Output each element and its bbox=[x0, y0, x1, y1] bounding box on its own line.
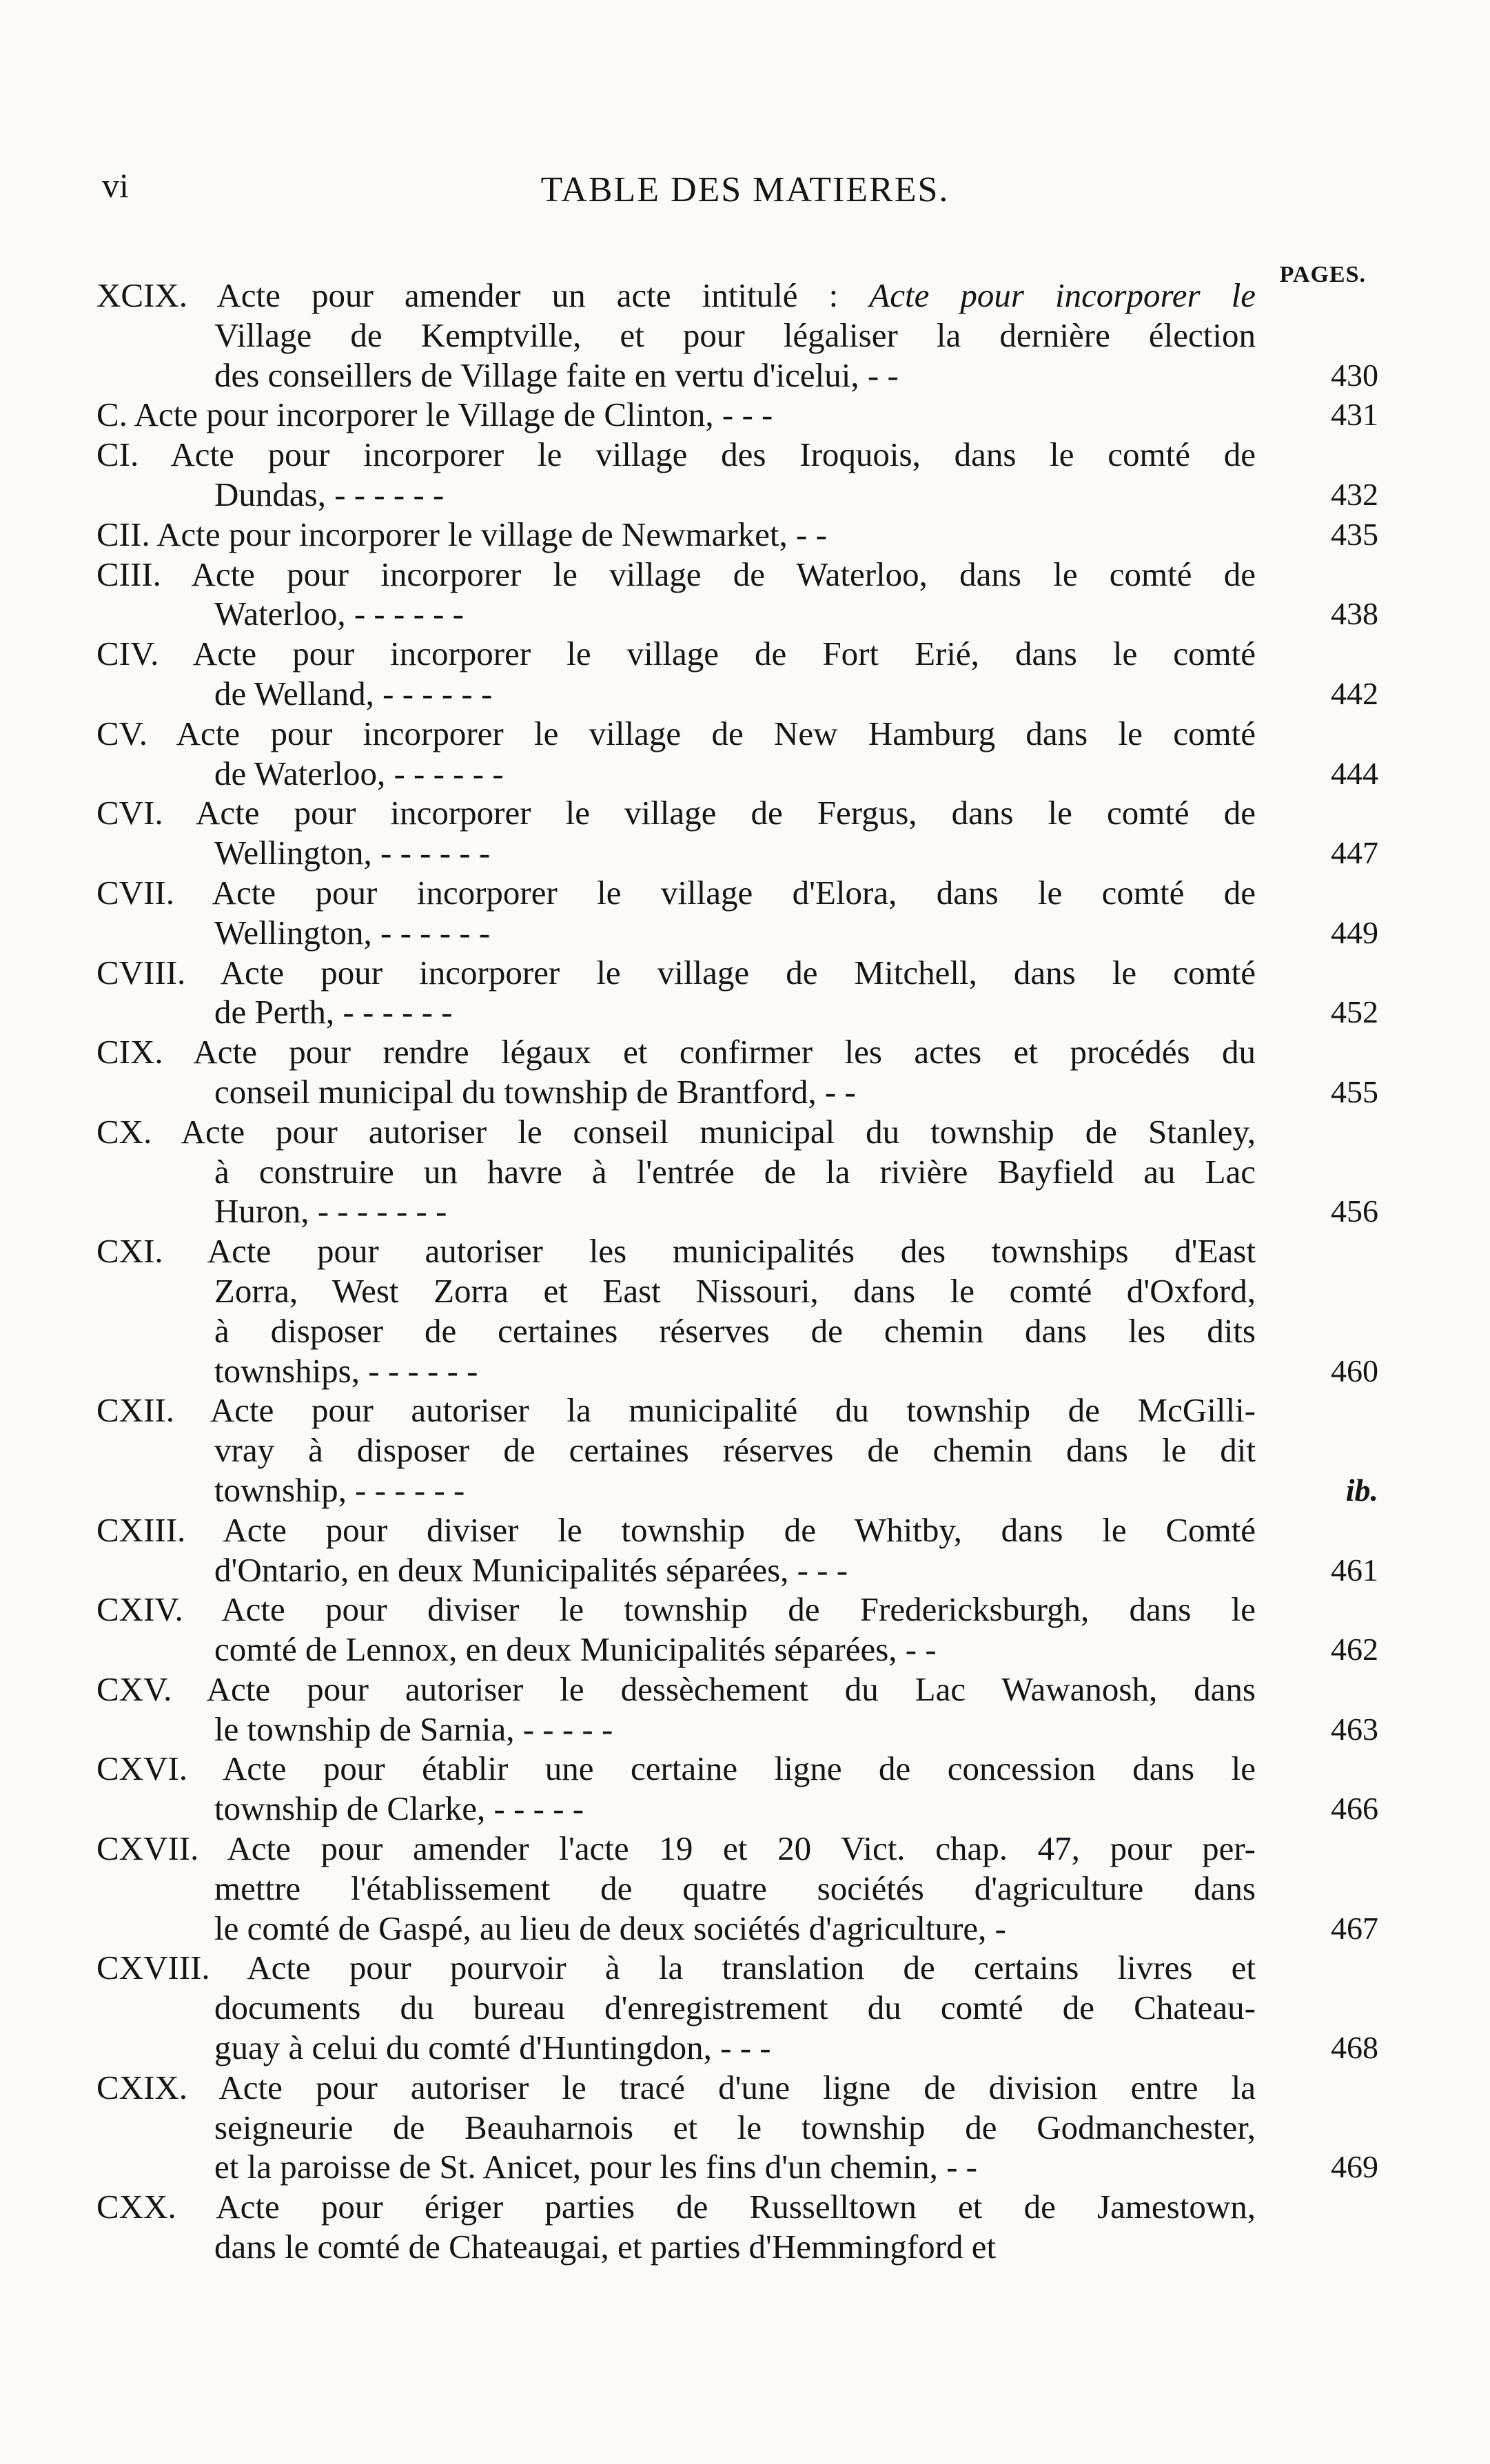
entry-title-line: à disposer de certaines réserves de chemin dans les dits bbox=[214, 1311, 1256, 1350]
toc-entry bbox=[96, 1948, 1378, 2067]
entry-title-line: conseil municipal du township de Brantford, - - bbox=[214, 1072, 856, 1111]
entry-numeral: CXIX. bbox=[96, 2068, 188, 2106]
toc-entry bbox=[96, 2068, 1378, 2187]
entry-title-line: documents du bureau d'enregistrement du comté de Chateau- bbox=[214, 1989, 1256, 2027]
entry-page-number: 460 bbox=[1331, 1353, 1378, 1388]
entry-title-line: Acte pour incorporer le village de Newmarket, - - bbox=[156, 515, 827, 553]
entry-page-number: 431 bbox=[1331, 397, 1378, 433]
entry-title-line: Village de Kemptville, et pour légaliser la dernière élection bbox=[214, 316, 1256, 354]
entry-numeral: CXII. bbox=[96, 1391, 174, 1430]
entry-page-number: 438 bbox=[1331, 596, 1378, 632]
entry-page-number: 442 bbox=[1331, 675, 1378, 711]
entry-title-line: Acte pour incorporer le village d'Elora, dans le comté de bbox=[212, 873, 1256, 912]
entry-title-line: le township de Sarnia, - - - - - bbox=[214, 1710, 613, 1748]
entry-title-line: Acte pour autoriser le tracé d'une ligne de division entre la bbox=[218, 2068, 1256, 2106]
toc-entry bbox=[96, 873, 1378, 953]
entry-page-number: 467 bbox=[1331, 1910, 1378, 1946]
entry-numeral: CV. bbox=[96, 714, 148, 752]
toc-entry bbox=[96, 1032, 1378, 1112]
toc-entry bbox=[96, 1510, 1378, 1590]
entry-title-line: Acte pour établir une certaine ligne de concession dans le bbox=[222, 1749, 1256, 1788]
entry-numeral: CII. bbox=[96, 515, 150, 553]
entry-italic-title: Acte pour incorporer le bbox=[869, 276, 1256, 314]
entry-numeral: CIII. bbox=[96, 555, 161, 593]
entry-title-line: de Waterloo, - - - - - - bbox=[214, 754, 504, 792]
entry-title-line: et la paroisse de St. Anicet, pour les fins d'un chemin, - - bbox=[214, 2148, 977, 2186]
entry-page-number: 435 bbox=[1331, 516, 1378, 552]
toc-entry bbox=[96, 953, 1378, 1033]
entry-title-line: township, - - - - - - bbox=[214, 1470, 465, 1509]
toc-entry bbox=[96, 1231, 1378, 1390]
entry-title-line: Dundas, - - - - - - bbox=[214, 475, 445, 513]
toc-entry bbox=[96, 1829, 1378, 1948]
entry-numeral: CXIII. bbox=[96, 1510, 186, 1549]
toc-entry bbox=[96, 1390, 1378, 1510]
entry-title-line: seigneurie de Beauharnois et le township de Godmanchester, bbox=[214, 2108, 1256, 2146]
entry-title-line: Acte pour amender l'acte 19 et 20 Vict. chap. 47, pour per- bbox=[227, 1829, 1256, 1868]
entry-title-line: Wellington, - - - - - - bbox=[214, 913, 491, 952]
entry-page-number: 455 bbox=[1331, 1074, 1378, 1109]
entry-page-number: ib. bbox=[1345, 1472, 1378, 1508]
entry-numeral: C. bbox=[96, 396, 127, 434]
toc-entry bbox=[96, 1590, 1378, 1670]
entry-title-line: Waterloo, - - - - - - bbox=[214, 595, 465, 633]
pages-column-label: PAGES. bbox=[1279, 262, 1366, 287]
entry-page-number: 468 bbox=[1331, 2030, 1378, 2066]
entry-title-line: townships, - - - - - - bbox=[214, 1351, 478, 1390]
entry-numeral: CXX. bbox=[96, 2188, 176, 2226]
entry-numeral: CI. bbox=[96, 435, 139, 474]
entry-numeral: CXI. bbox=[96, 1232, 163, 1271]
entry-page-number: 461 bbox=[1331, 1552, 1378, 1588]
toc-entry bbox=[96, 1112, 1378, 1231]
toc-entry bbox=[96, 276, 1378, 395]
running-title: TABLE DES MATIERES. bbox=[540, 170, 950, 209]
entry-numeral: CIX. bbox=[96, 1033, 163, 1071]
entry-numeral: CVIII. bbox=[96, 953, 186, 992]
entry-title-line: Acte pour incorporer le village des Iroquois, dans le comté de bbox=[170, 435, 1256, 474]
entry-title-line: Wellington, - - - - - - bbox=[214, 834, 491, 872]
entry-numeral: CXIV. bbox=[96, 1590, 183, 1629]
entry-page-number: 456 bbox=[1331, 1193, 1378, 1229]
table-of-contents bbox=[96, 276, 1378, 2267]
entry-title-line: vray à disposer de certaines réserves de chemin dans le dit bbox=[214, 1431, 1256, 1470]
entry-page-number: 466 bbox=[1331, 1791, 1378, 1827]
entry-title-line: Acte pour incorporer le village de Fort Erié, dans le comté bbox=[192, 635, 1256, 673]
entry-title-line: Acte pour ériger parties de Russelltown et de Jamestown, bbox=[216, 2188, 1256, 2226]
entry-numeral: CVII. bbox=[96, 873, 174, 912]
toc-entry bbox=[96, 1749, 1378, 1829]
entry-page-number: 432 bbox=[1331, 476, 1378, 512]
toc-entry bbox=[96, 634, 1378, 714]
entry-page-number: 444 bbox=[1331, 755, 1378, 791]
entry-page-number: 463 bbox=[1331, 1711, 1378, 1747]
toc-entry bbox=[96, 435, 1378, 515]
toc-entry bbox=[96, 515, 1378, 555]
entry-title-line: Acte pour incorporer le Village de Clinton, - - - bbox=[134, 396, 773, 434]
entry-numeral: CX. bbox=[96, 1112, 152, 1151]
entry-title-line: des conseillers de Village faite en vertu d'icelui, - - bbox=[214, 356, 899, 394]
entry-title-line: Acte pour rendre légaux et confirmer les actes et procédés du bbox=[193, 1033, 1256, 1071]
entry-numeral: CXVI. bbox=[96, 1749, 188, 1788]
entry-numeral: CVI. bbox=[96, 794, 163, 832]
entry-title-line: de Welland, - - - - - - bbox=[214, 674, 493, 712]
toc-entry bbox=[96, 1670, 1378, 1749]
entry-title-line: mettre l'établissement de quatre sociétés d'agriculture dans bbox=[214, 1869, 1256, 1907]
entry-numeral: CXVII. bbox=[96, 1829, 199, 1868]
entry-title-line: Zorra, West Zorra et East Nissouri, dans le comté d'Oxford, bbox=[214, 1271, 1256, 1310]
entry-title-line: Acte pour autoriser la municipalité du township de McGilli- bbox=[210, 1391, 1256, 1430]
toc-entry bbox=[96, 555, 1378, 635]
entry-numeral: CXV. bbox=[96, 1670, 172, 1708]
entry-title-line: Acte pour autoriser les municipalités des townships d'East bbox=[207, 1232, 1256, 1271]
entry-page-number: 449 bbox=[1331, 914, 1378, 950]
entry-title-line: le comté de Gaspé, au lieu de deux sociétés d'agriculture, - bbox=[214, 1909, 1006, 1947]
toc-entry bbox=[96, 714, 1378, 794]
entry-title-line: guay à celui du comté d'Huntingdon, - - - bbox=[214, 2029, 771, 2067]
page-number: vi bbox=[102, 166, 129, 205]
entry-page-number: 447 bbox=[1331, 835, 1378, 871]
entry-numeral: CXVIII. bbox=[96, 1949, 210, 1987]
entry-title-line: Huron, - - - - - - - bbox=[214, 1192, 447, 1231]
entry-page-number: 452 bbox=[1331, 994, 1378, 1030]
entry-title-line: comté de Lennox, en deux Municipalités séparées, - - bbox=[214, 1630, 937, 1669]
entry-title-line: à construire un havre à l'entrée de la rivière Bayfield au Lac bbox=[214, 1152, 1256, 1191]
entry-page-number: 469 bbox=[1331, 2149, 1378, 2185]
entry-title-line: Acte pour incorporer le village de Fergus, dans le comté de bbox=[196, 794, 1256, 832]
entry-title-line: Acte pour incorporer le village de Mitchell, dans le comté bbox=[220, 953, 1256, 992]
entry-title-line: Acte pour diviser le township de Whitby, dans le Comté bbox=[223, 1510, 1256, 1549]
entry-title-line: Acte pour incorporer le village de Waterloo, dans le comté de bbox=[191, 555, 1256, 593]
entry-title-line: Acte pour autoriser le dessèchement du Lac Wawanosh, dans bbox=[206, 1670, 1256, 1708]
entry-title-line: Acte pour diviser le township de Fredericksburgh, dans le bbox=[221, 1590, 1256, 1629]
entry-page-number: 462 bbox=[1331, 1632, 1378, 1667]
entry-numeral: CIV. bbox=[96, 635, 159, 673]
toc-entry bbox=[96, 395, 1378, 435]
entry-title-line: Acte pour incorporer le village de New Hamburg dans le comté bbox=[176, 714, 1256, 752]
entry-title-line: Acte pour amender un acte intitulé : bbox=[216, 276, 870, 314]
entry-numeral: XCIX. bbox=[96, 276, 188, 314]
entry-title-line: de Perth, - - - - - - bbox=[214, 993, 453, 1031]
entry-title-line: Acte pour autoriser le conseil municipal du township de Stanley, bbox=[181, 1112, 1256, 1151]
entry-page-number: 430 bbox=[1331, 357, 1378, 393]
entry-title-line: Acte pour pourvoir à la translation de certains livres et bbox=[247, 1949, 1256, 1987]
toc-entry bbox=[96, 793, 1378, 873]
toc-entry bbox=[96, 2187, 1378, 2267]
entry-title-line: d'Ontario, en deux Municipalités séparées, - - - bbox=[214, 1550, 848, 1589]
entry-title-line: township de Clarke, - - - - - bbox=[214, 1789, 584, 1828]
entry-title-line: dans le comté de Chateaugai, et parties d'Hemmingford et bbox=[214, 2228, 997, 2266]
